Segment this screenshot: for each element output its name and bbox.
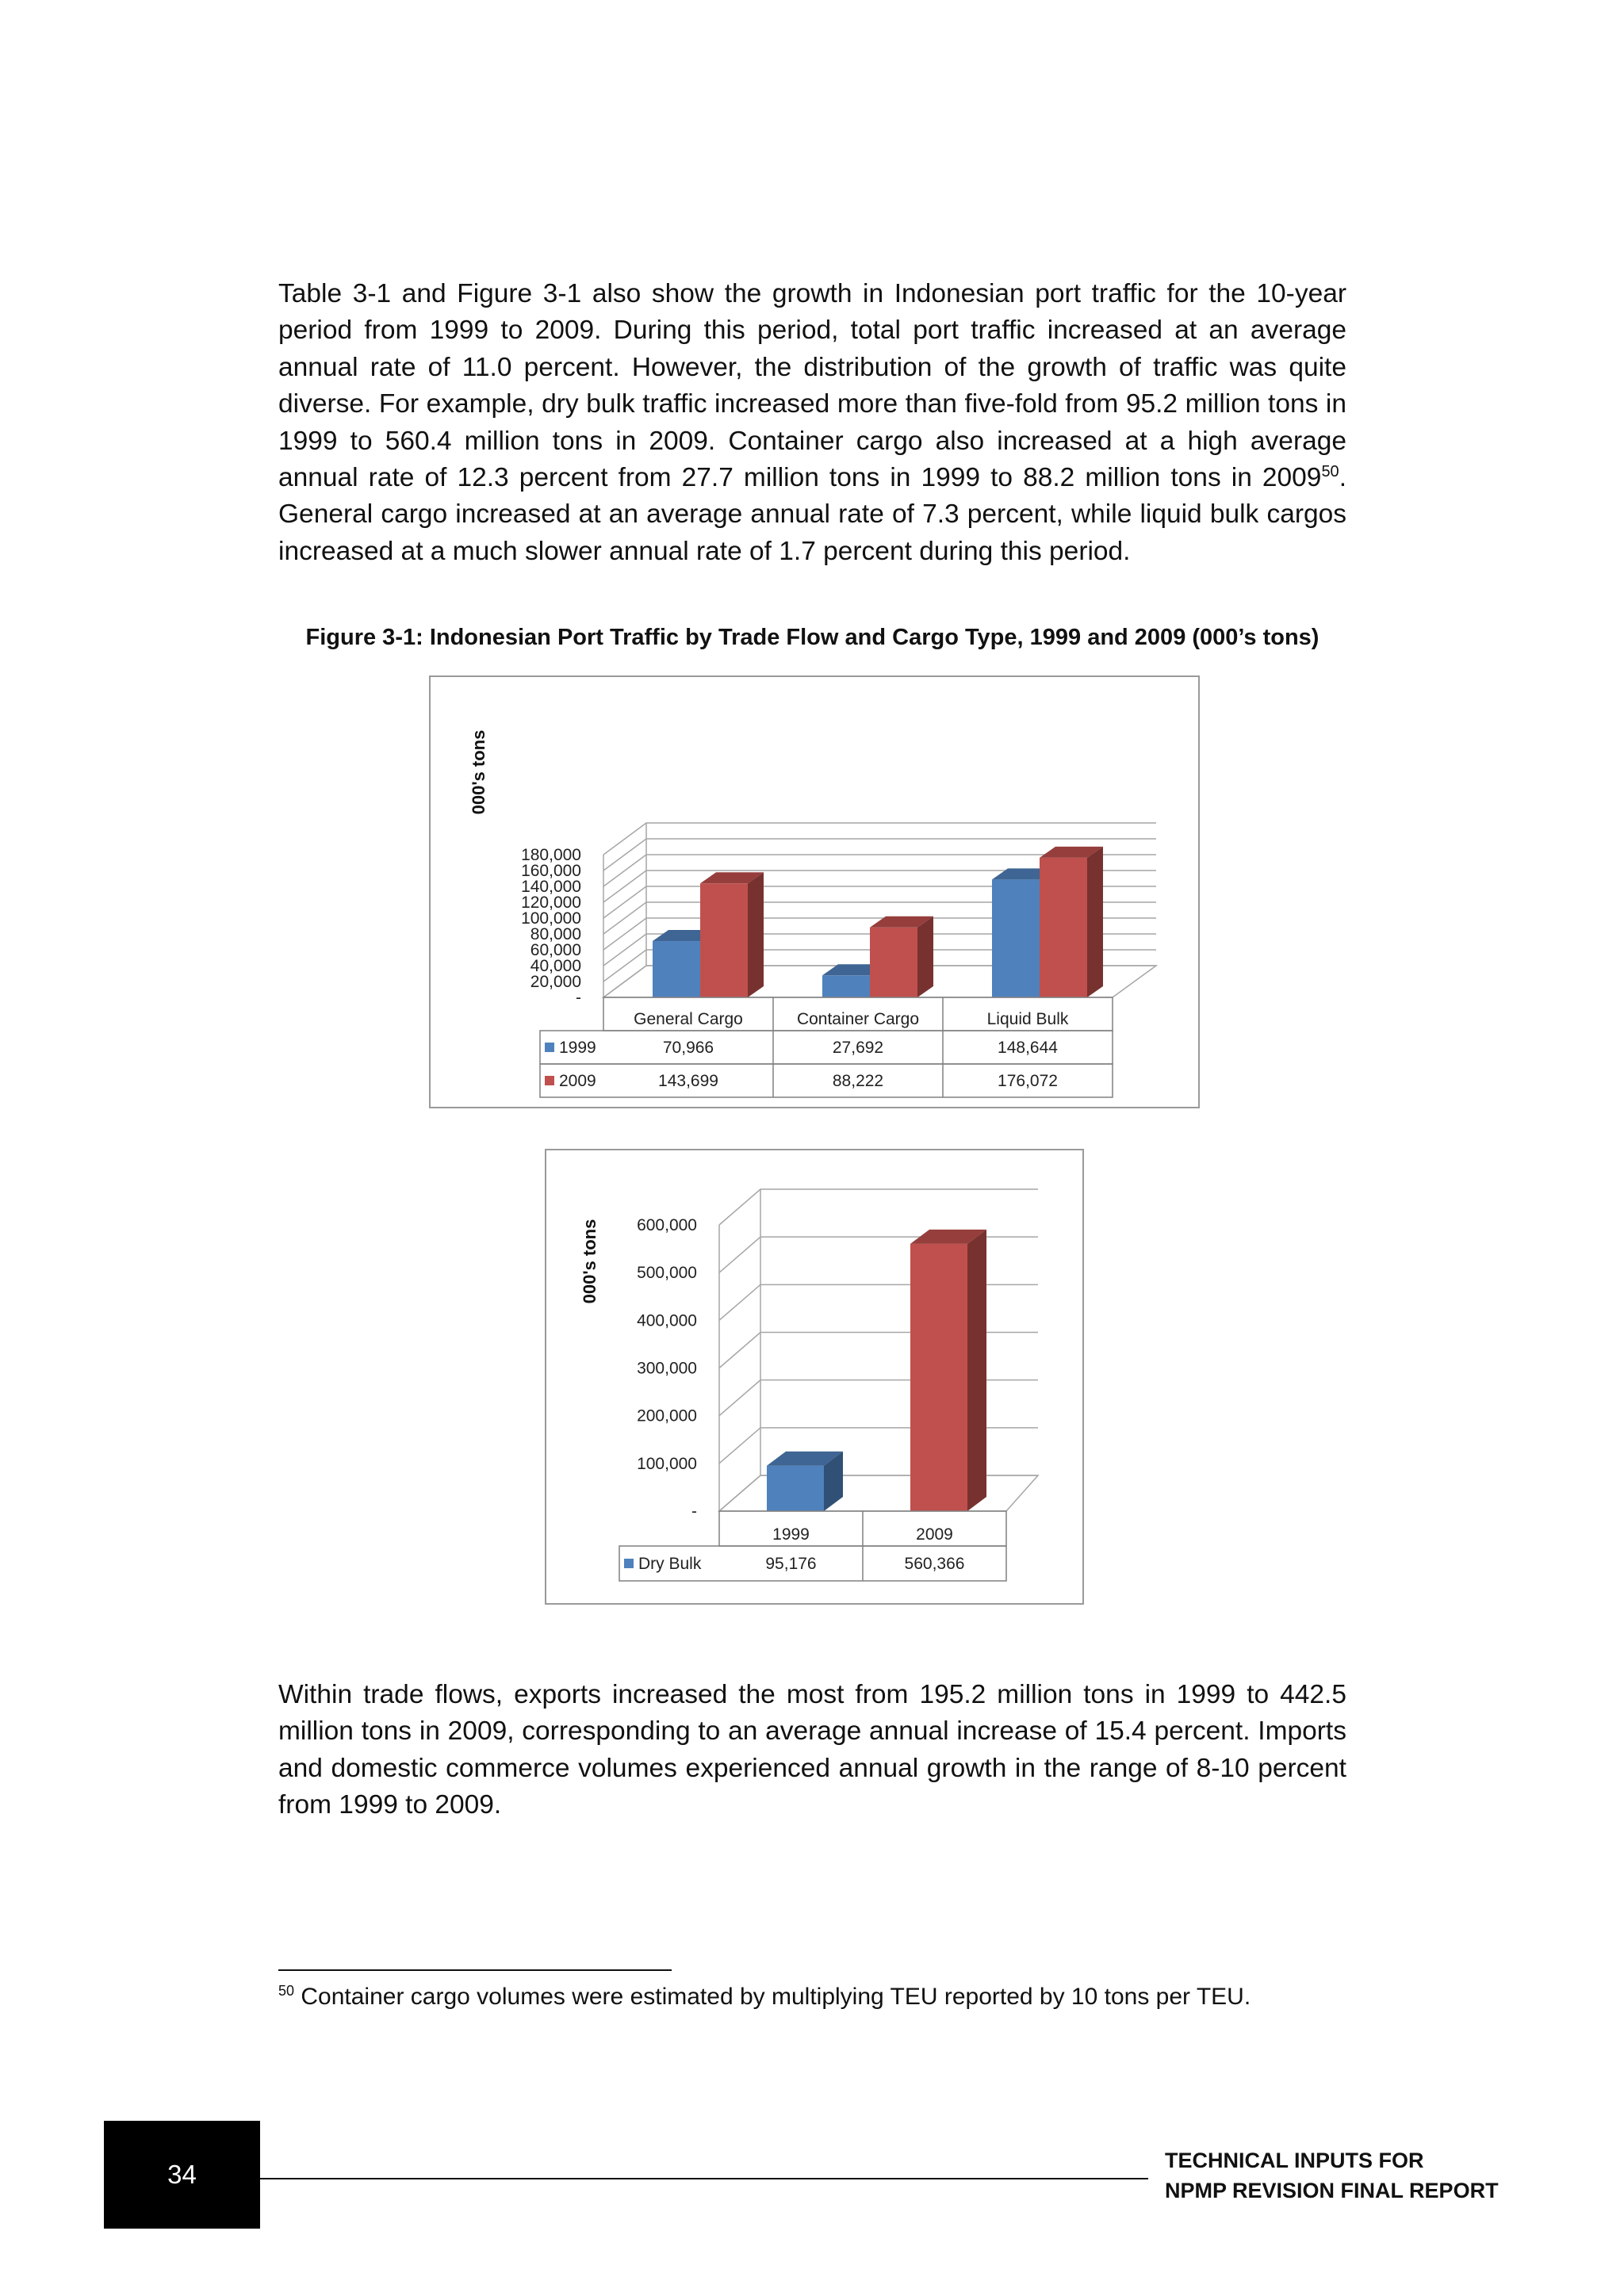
chart-dry-bulk-svg: [546, 1150, 1082, 1603]
c2-gridline: [719, 1284, 1038, 1320]
c1-category-label: General Cargo: [634, 1010, 743, 1028]
c2-y-tick-label: 500,000: [637, 1264, 697, 1283]
c2-legend-key-dry-bulk: [624, 1559, 634, 1568]
c2-y-tick-label: 300,000: [637, 1359, 697, 1378]
c1-bar-2009-general-cargo: [700, 883, 748, 997]
footer-title-line-1: TECHNICAL INPUTS FOR: [1165, 2149, 1424, 2172]
page-number-box: [104, 2121, 260, 2229]
c1-bar-2009-liquid-bulk-side: [1087, 847, 1103, 997]
c1-y-tick-label: 140,000: [521, 878, 581, 896]
c1-data-label: 88,222: [832, 1072, 884, 1090]
c1-legend-key-2009: [545, 1076, 554, 1085]
c2-data-label: 560,366: [904, 1555, 965, 1573]
c1-y-tick-label: 20,000: [530, 973, 581, 991]
c2-y-tick-label: 100,000: [637, 1454, 697, 1473]
body-paragraph-1: [278, 276, 1346, 570]
c1-bar-1999-container-cargo: [822, 975, 870, 997]
c1-data-label: 176,072: [998, 1072, 1058, 1090]
c2-bar-dry-bulk-2009-side: [967, 1230, 986, 1511]
c2-gridline: [719, 1237, 1038, 1272]
footnote-divider: [278, 1969, 672, 1971]
c1-legend-key-1999: [545, 1043, 554, 1052]
c1-bar-2009-general-cargo-side: [748, 872, 764, 997]
c2-category-label: 2009: [916, 1525, 953, 1544]
c1-bar-1999-liquid-bulk: [992, 879, 1040, 997]
chart-dry-bulk: [545, 1149, 1084, 1605]
c1-legend-label: 1999: [559, 1039, 596, 1057]
c1-category-label: Container Cargo: [796, 1010, 920, 1028]
c1-y-axis-title: 000's tons: [469, 729, 488, 815]
c2-gridline: [719, 1380, 1038, 1416]
c2-y-tick-label: 200,000: [637, 1406, 697, 1425]
c2-y-tick-label: 400,000: [637, 1311, 697, 1330]
footnote-text: Container cargo volumes were estimated by multiplying TEU reported by 10 tons per TEU.: [301, 1984, 1251, 2010]
c1-bar-2009-container-cargo-side: [917, 916, 933, 997]
c2-legend-label: Dry Bulk: [638, 1555, 702, 1573]
para1-text-b: . General cargo increased at an average annual rate of 7.3 percent, while liquid bulk cargos increased at a much slower annual rate of 1.7 percent during this period.: [278, 463, 1346, 566]
c1-data-label: 148,644: [998, 1039, 1058, 1057]
c2-gridline: [719, 1428, 1038, 1464]
c2-bar-dry-bulk-1999: [767, 1466, 824, 1511]
c1-legend-label: 2009: [559, 1072, 596, 1090]
c1-data-label: 143,699: [658, 1072, 718, 1090]
footer-report-title: [1165, 2145, 1499, 2206]
footnote-reference[interactable]: 50: [1321, 462, 1339, 480]
c1-y-tick-label: -: [576, 989, 581, 1007]
c1-y-tick-label: 120,000: [521, 894, 581, 912]
chart-cargo-types-svg: [431, 677, 1198, 1107]
c2-gridline: [719, 1333, 1038, 1368]
c1-y-tick-label: 60,000: [530, 941, 581, 959]
c1-y-tick-label: 160,000: [521, 862, 581, 880]
c1-bar-1999-general-cargo: [653, 941, 700, 997]
c2-gridline: [719, 1189, 1038, 1225]
footer-title-line-2: NPMP REVISION FINAL REPORT: [1165, 2179, 1499, 2202]
c1-data-label: 27,692: [832, 1039, 884, 1057]
c1-y-tick-label: 180,000: [521, 846, 581, 864]
body-paragraph-2: Within trade flows, exports increased the most from 195.2 million tons in 1999 to 442.5 million tons in 2009, corresponding to an average annual increase of 15.4 percent. Imports and domestic commerce volumes experienced annual growth in the range of 8-10 percent from 1999 to 2009.: [278, 1680, 1346, 1820]
chart-cargo-types: [429, 675, 1200, 1108]
c1-y-tick-label: 80,000: [530, 925, 581, 943]
c2-data-label: 95,176: [765, 1555, 817, 1573]
footnote-number: 50: [278, 1983, 295, 1999]
c1-bar-2009-liquid-bulk: [1040, 858, 1087, 997]
footer-divider: [260, 2178, 1148, 2179]
c2-y-tick-label: -: [691, 1502, 697, 1521]
c2-bar-dry-bulk-2009: [910, 1244, 967, 1511]
c1-data-label: 70,966: [662, 1039, 714, 1057]
c1-y-tick-label: 100,000: [521, 909, 581, 928]
figure-caption: Figure 3-1: Indonesian Port Traffic by Trade Flow and Cargo Type, 1999 and 2009 (000’s tons): [305, 625, 1320, 650]
para1-text-a: Table 3-1 and Figure 3-1 also show the growth in Indonesian port traffic for the 10-year period from 1999 to 2009. During this period, total port traffic increased at an average annual rate of 11.0 percent. However, the distribution of the growth of traffic was quite diverse. For example, dry bulk traffic increased more than five-fold from 95.2 million tons in 1999 to 560.4 million tons in 2009. Container cargo also increased at a high average annual rate of 12.3 percent from 27.7 million tons in 1999 to 88.2 million tons in 2009: [278, 279, 1346, 493]
c1-category-label: Liquid Bulk: [986, 1010, 1069, 1028]
c2-y-axis-title: 000's tons: [580, 1219, 599, 1304]
c1-y-tick-label: 40,000: [530, 957, 581, 975]
c2-category-label: 1999: [772, 1525, 810, 1544]
c1-bar-2009-container-cargo: [870, 928, 917, 997]
c2-y-tick-label: 600,000: [637, 1216, 697, 1234]
footnote: [278, 1983, 1388, 2011]
page-number: 34: [167, 2160, 197, 2189]
